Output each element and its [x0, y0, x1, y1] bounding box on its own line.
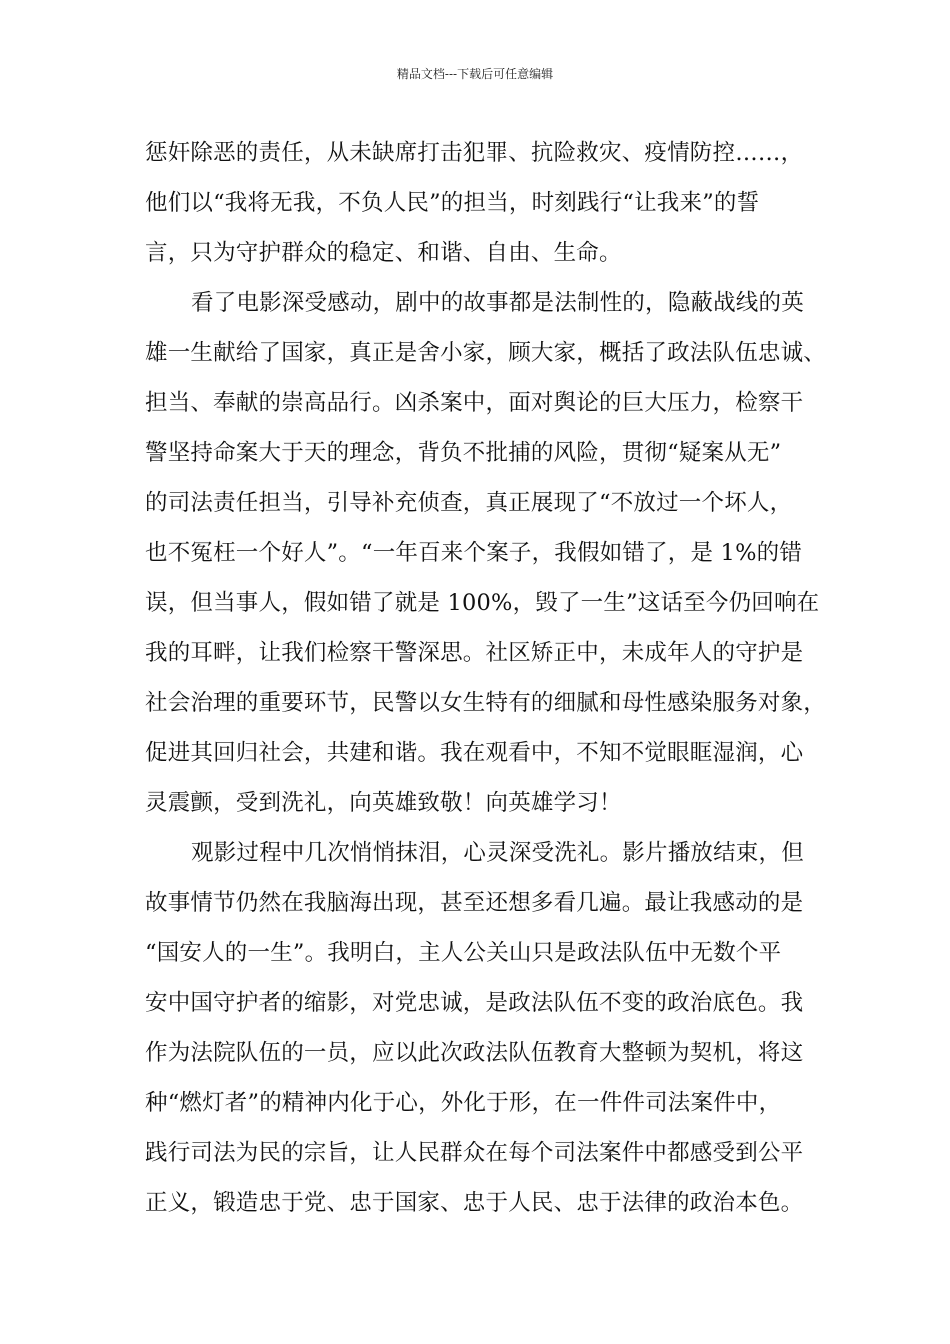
text-line: 的司法责任担当，引导补充侦查，真正展现了“不放过一个坏人， [145, 490, 793, 516]
paragraph-start-line: 观影过程中几次悄悄抹泪，心灵深受洗礼。影片播放结束，但 [191, 840, 804, 866]
text-line: 也不冤枉一个好人”。“一年百来个案子，我假如错了，是 1%的错 [145, 540, 803, 566]
text-line: 他们以“我将无我，不负人民”的担当，时刻践行“让我来”的誓 [145, 190, 760, 216]
text-line: 我的耳畔，让我们检察干警深思。社区矫正中，未成年人的守护是 [145, 640, 804, 666]
document-body [145, 128, 835, 1228]
text-line: 担当、奉献的崇高品行。凶杀案中，面对舆论的巨大压力，检察干 [145, 390, 804, 416]
text-line: 安中国守护者的缩影，对党忠诚，是政法队伍不变的政治底色。我 [145, 990, 804, 1016]
text-line: 作为法院队伍的一员，应以此次政法队伍教育大整顿为契机，将这 [145, 1040, 804, 1066]
text-line: 言，只为守护群众的稳定、和谐、自由、生命。 [145, 240, 622, 266]
text-line: 惩奸除恶的责任，从未缺席打击犯罪、抗险救灾、疫情防控……， [145, 140, 804, 166]
text-line: 故事情节仍然在我脑海出现，甚至还想多看几遍。最让我感动的是 [145, 890, 804, 916]
text-line: 社会治理的重要环节，民警以女生特有的细腻和母性感染服务对象， [145, 690, 827, 716]
text-line: 种“燃灯者”的精神内化于心，外化于形，在一件件司法案件中， [145, 1090, 782, 1116]
paragraph-start-line: 看了电影深受感动，剧中的故事都是法制性的，隐蔽战线的英 [191, 290, 804, 316]
text-line: 灵震颤，受到洗礼，向英雄致敬！向英雄学习！ [145, 790, 622, 816]
text-line: 践行司法为民的宗旨，让人民群众在每个司法案件中都感受到公平 [145, 1140, 804, 1166]
text-line: “国安人的一生”。我明白，主人公关山只是政法队伍中无数个平 [145, 940, 782, 966]
text-line: 警坚持命案大于天的理念，背负不批捕的风险，贯彻“疑案从无” [145, 440, 782, 466]
text-line: 雄一生献给了国家，真正是舍小家，顾大家，概括了政法队伍忠诚、 [145, 340, 827, 366]
text-line: 正义，锻造忠于党、忠于国家、忠于人民、忠于法律的政治本色。 [145, 1190, 804, 1216]
text-line: 促进其回归社会，共建和谐。我在观看中，不知不觉眼眶湿润，心 [145, 740, 804, 766]
text-line: 误，但当事人，假如错了就是 100%，毁了一生”这话至今仍回响在 [145, 590, 820, 616]
page-header: 精品文档---下载后可任意编辑 [396, 67, 554, 81]
